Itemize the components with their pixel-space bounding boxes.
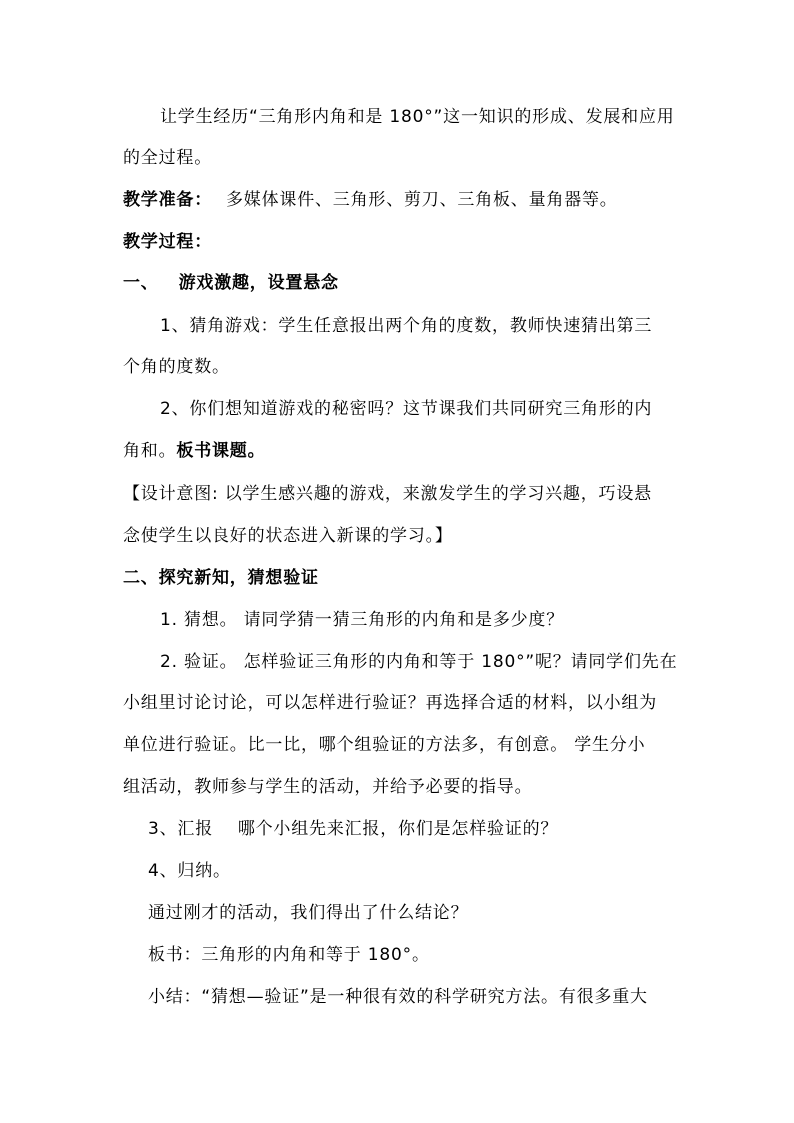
- section-1-number: 一、: [123, 273, 159, 293]
- section-2-question: 通过刚才的活动，我们得出了什么结论？: [148, 903, 469, 923]
- section-2-item-2-line-2: 小组里讨论讨论，可以怎样进行验证？再选择合适的材料，以小组为: [123, 693, 657, 713]
- section-2-item-2-line-3: 单位进行验证。比一比，哪个组验证的方法多，有创意。 学生分小: [123, 735, 646, 755]
- preparation-text: 多媒体课件、三角形、剪刀、三角板、量角器等。: [226, 190, 618, 210]
- process-heading: 教学过程：: [123, 232, 212, 252]
- section-1-item-1-line-2: 个角的度数。: [123, 357, 230, 377]
- section-2-board-note: 板书：三角形的内角和等于 180°。: [148, 945, 430, 965]
- board-title-note: 板书课题。: [176, 441, 266, 461]
- section-2-item-3: 3、汇报 哪个小组先来汇报，你们是怎样验证的？: [148, 819, 559, 839]
- section-2-item-2-line-1: 2. 验证。 怎样验证三角形的内角和等于 180°”呢？请同学们先在: [160, 652, 678, 672]
- design-intent-line-1: 【设计意图: 以学生感兴趣的游戏，来激发学生的学习兴趣，巧设悬: [123, 484, 652, 504]
- intro-paragraph-line-1: 让学生经历“三角形内角和是 180°”这一知识的形成、发展和应用: [160, 107, 675, 127]
- preparation-line: [123, 188, 618, 212]
- preparation-label: 教学准备：: [123, 190, 212, 210]
- section-2-summary: 小结：“猜想—验证”是一种很有效的科学研究方法。有很多重大: [148, 987, 648, 1007]
- design-intent-line-2: 念使学生以良好的状态进入新课的学习。】: [123, 526, 453, 546]
- section-1-item-2-line-1: 2、你们想知道游戏的秘密吗？这节课我们共同研究三角形的内: [160, 399, 653, 419]
- section-2-item-2-line-4: 组活动，教师参与学生的活动，并给予必要的指导。: [123, 777, 533, 797]
- section-1-item-2-line-2: [123, 439, 265, 463]
- section-1-item-1-line-1: 1、猜角游戏：学生任意报出两个角的度数，教师快速猜出第三: [160, 316, 653, 336]
- section-2-item-4: 4、归纳。: [148, 861, 231, 881]
- intro-paragraph-line-2: 的全过程。: [123, 148, 212, 168]
- section-2-heading: 二、探究新知，猜想验证: [123, 568, 319, 588]
- section-1-heading: [123, 271, 339, 295]
- section-2-item-1: 1. 猜想。 请同学猜一猜三角形的内角和是多少度？: [160, 610, 565, 630]
- section-1-title: 游戏激趣，设置悬念: [178, 273, 339, 293]
- section-1-item-2-text: 角和。: [123, 441, 177, 461]
